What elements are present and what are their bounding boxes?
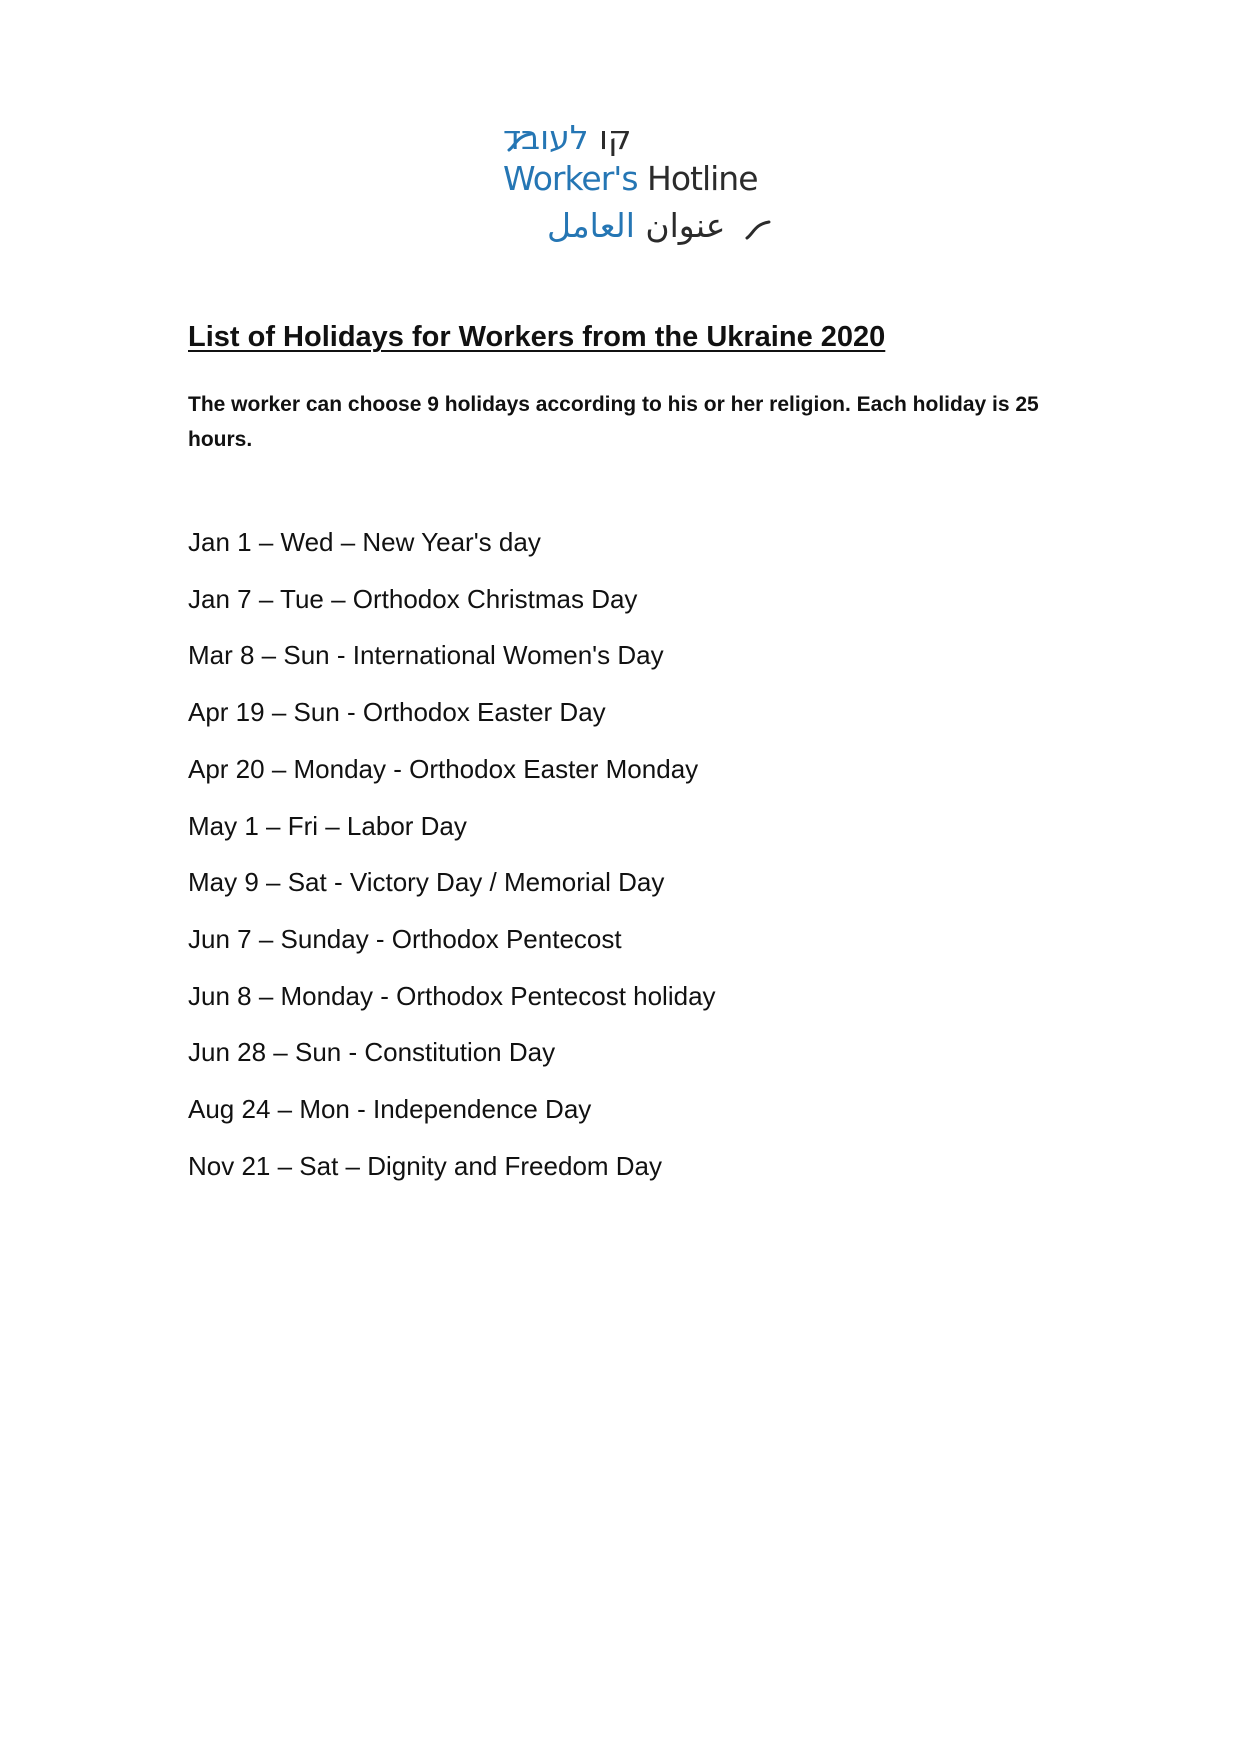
holiday-item: Jun 28 – Sun - Constitution Day — [188, 1037, 556, 1068]
logo-slash-icon — [745, 220, 771, 240]
holiday-item: Jan 7 – Tue – Orthodox Christmas Day — [188, 583, 638, 614]
holiday-item: Jan 1 – Wed – New Year's day — [188, 527, 541, 557]
holiday-item: Jun 7 – Sunday - Orthodox Pentecost — [188, 923, 622, 954]
holiday-item: Apr 19 – Sun - Orthodox Easter Day — [188, 697, 606, 728]
workers-hotline-logo — [503, 118, 775, 248]
holiday-item: Aug 24 – Mon - Independence Day — [188, 1094, 592, 1125]
page-title: List of Holidays for Workers from the Ukraine 2020 — [188, 321, 886, 354]
holiday-item: May 9 – Sat - Victory Day / Memorial Day — [188, 867, 665, 898]
logo-english-hotline: Hotline — [647, 159, 758, 198]
logo-hebrew-laoved: לעובד — [503, 118, 589, 157]
logo-arabic-unwan: عنوان — [645, 206, 726, 245]
intro-paragraph: The worker can choose 9 holidays according to his or her religion. Each holiday is 25 hours. — [188, 393, 1039, 451]
holiday-item: Jun 8 – Monday - Orthodox Pentecost holiday — [188, 980, 716, 1011]
logo-english-text — [503, 158, 758, 200]
logo-arabic-alamil: العامل — [547, 206, 635, 245]
holiday-list — [188, 514, 716, 1194]
logo-english-workers: Worker's — [503, 159, 638, 198]
holiday-item: Apr 20 – Monday - Orthodox Easter Monday — [188, 753, 699, 784]
logo-hebrew-kav: קו — [599, 118, 632, 157]
holiday-item: Nov 21 – Sat – Dignity and Freedom Day — [188, 1150, 663, 1181]
holiday-item: May 1 – Fri – Labor Day — [188, 810, 467, 841]
logo-hebrew-text — [503, 118, 691, 158]
holiday-item: Mar 8 – Sun - International Women's Day — [188, 640, 664, 671]
